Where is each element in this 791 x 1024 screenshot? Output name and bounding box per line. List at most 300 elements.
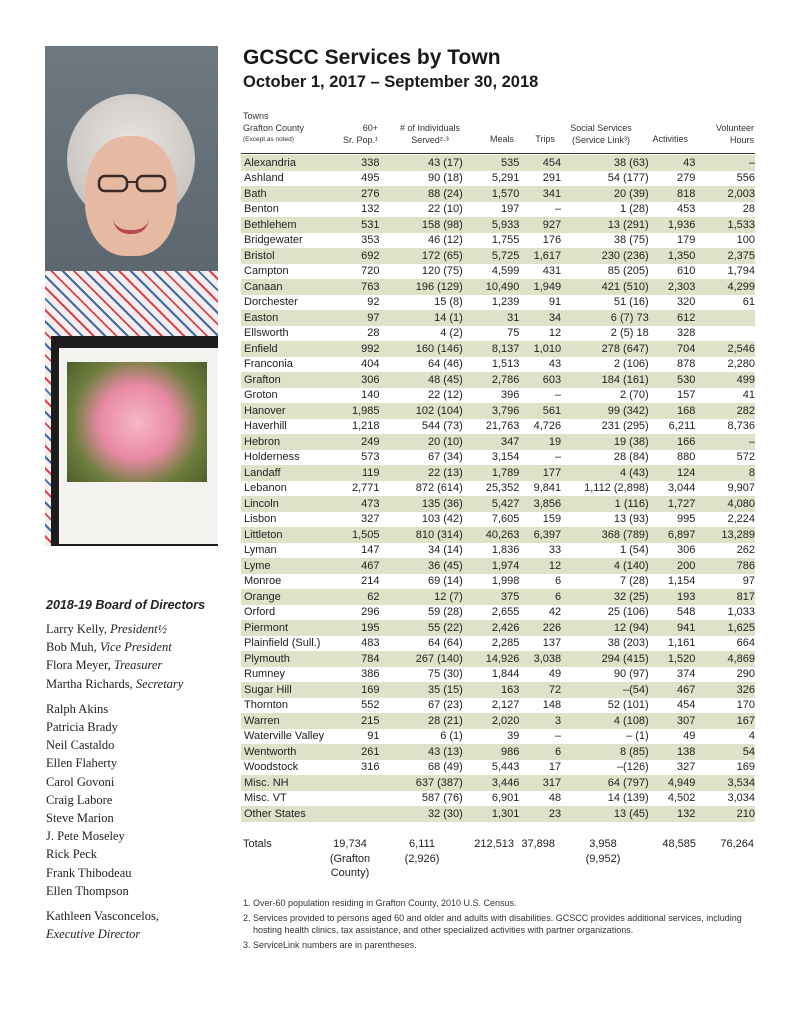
social-services: 6 (7) 73 — [561, 310, 649, 326]
sr-pop: 495 — [361, 172, 380, 185]
trips: 72 — [519, 682, 561, 698]
volunteer-hours: 786 — [695, 558, 755, 574]
meals: 4,599 — [491, 265, 520, 278]
trips: 927 — [519, 217, 561, 233]
trips: 603 — [519, 372, 561, 388]
board-member: J. Pete Moseley — [46, 829, 125, 844]
activities: 6,211 — [668, 420, 696, 433]
individuals-served: 20 (10) — [379, 434, 462, 450]
activities: 1,350 — [649, 248, 696, 264]
individuals-served: 22 (13) — [379, 465, 462, 481]
individuals-served: 64 (46) — [427, 358, 463, 371]
individuals-served: 103 (42) — [421, 513, 463, 526]
volunteer-hours: 282 — [695, 403, 755, 419]
sr-pop: 552 — [361, 699, 380, 712]
totals-social: 3,958 (9,952) — [585, 838, 621, 865]
board-member: Frank Thibodeau — [46, 865, 132, 880]
volunteer-hours: 2,546 — [695, 341, 755, 357]
sr-pop — [330, 775, 380, 791]
social-services: 52 (101) — [607, 699, 649, 712]
social-services: –(126) — [616, 761, 649, 774]
town-name: Lyman — [244, 544, 277, 557]
board-member: Neil Castaldo — [46, 738, 115, 753]
table-row — [241, 605, 755, 621]
sr-pop: 215 — [330, 713, 380, 729]
sr-pop: 2,771 — [351, 482, 380, 495]
social-services: 90 (97) — [613, 668, 649, 681]
social-services: 99 (342) — [561, 403, 649, 419]
table-row — [241, 295, 755, 311]
activities: 612 — [649, 310, 696, 326]
volunteer-hours: 499 — [695, 372, 755, 388]
sr-pop: 306 — [330, 372, 380, 388]
activities: 306 — [677, 544, 696, 557]
trips: 148 — [542, 699, 562, 712]
activities: 279 — [677, 172, 696, 185]
volunteer-hours: 8 — [695, 465, 755, 481]
town-name: Alexandria — [241, 155, 330, 171]
sr-pop: 386 — [361, 668, 380, 681]
volunteer-hours: 3,534 — [695, 775, 755, 791]
activities: 179 — [677, 234, 696, 247]
table-row — [241, 186, 755, 202]
totals-pop: 19,734 (Grafton County) — [329, 838, 371, 879]
town-name: Bridgewater — [244, 234, 303, 247]
social-services: 20 (39) — [561, 186, 649, 202]
sr-pop: 296 — [361, 606, 380, 619]
sr-pop: 473 — [330, 496, 380, 512]
board-officer — [46, 620, 183, 638]
trips: 42 — [548, 606, 562, 619]
board-member: Rick Peck — [46, 847, 98, 862]
totals-volunteer: 76,264 — [720, 838, 754, 850]
table-row — [241, 419, 755, 435]
trips: 6 — [519, 589, 561, 605]
meals: 1,998 — [491, 575, 520, 588]
sr-pop: 62 — [330, 589, 380, 605]
volunteer-hours: 4,869 — [695, 651, 755, 667]
table-row — [241, 481, 755, 497]
individuals-served: 267 (140) — [379, 651, 462, 667]
social-services: 14 (139) — [607, 792, 649, 805]
sr-pop: 1,505 — [330, 527, 380, 543]
town-name: Sugar Hill — [241, 682, 330, 698]
meals: 21,763 — [485, 420, 520, 433]
volunteer-hours: 572 — [736, 451, 755, 464]
header-volunteer: Volunteer Hours — [715, 123, 754, 145]
volunteer-hours: 61 — [742, 296, 755, 309]
table-row — [241, 543, 755, 559]
meals: 197 — [501, 203, 520, 216]
header-rule — [241, 153, 755, 154]
meals: 1,301 — [463, 806, 520, 822]
table-row — [241, 310, 755, 326]
sr-pop: 338 — [330, 155, 380, 171]
sr-pop: 720 — [361, 265, 380, 278]
social-services: 13 (45) — [561, 806, 649, 822]
meals: 2,127 — [491, 699, 520, 712]
individuals-served: 28 (21) — [379, 713, 462, 729]
social-services: –(54) — [561, 682, 649, 698]
town-name: Warren — [241, 713, 330, 729]
social-services: 368 (789) — [561, 527, 649, 543]
town-name: Littleton — [241, 527, 330, 543]
sr-pop: 195 — [330, 620, 380, 636]
individuals-served: 36 (45) — [379, 558, 462, 574]
social-services: 278 (647) — [561, 341, 649, 357]
sr-pop: 327 — [361, 513, 380, 526]
trips: 1,949 — [519, 279, 561, 295]
social-services: 13 (291) — [561, 217, 649, 233]
header-pop: 60+ Sr. Pop.¹ — [342, 123, 378, 145]
trips: 6,397 — [519, 527, 561, 543]
sr-pop: 784 — [330, 651, 380, 667]
sr-pop: 28 — [367, 327, 380, 340]
town-name: Woodstock — [244, 761, 299, 774]
trips: 33 — [548, 544, 562, 557]
table-row — [241, 791, 755, 807]
social-services: 38 (63) — [561, 155, 649, 171]
activities: 168 — [649, 403, 696, 419]
activities: 878 — [677, 358, 696, 371]
volunteer-hours: 1,794 — [727, 265, 755, 278]
trips: 48 — [548, 792, 562, 805]
individuals-served: 35 (15) — [379, 682, 462, 698]
town-name: Ellsworth — [244, 327, 289, 340]
meals: 40,263 — [463, 527, 520, 543]
activities: 374 — [677, 668, 696, 681]
town-name: Haverhill — [244, 420, 287, 433]
totals-trips: 37,898 — [521, 838, 555, 850]
table-row — [241, 372, 755, 388]
volunteer-hours: 4,299 — [695, 279, 755, 295]
individuals-served: 55 (22) — [379, 620, 462, 636]
officer-role: Treasurer — [113, 658, 163, 673]
officer-role: President½ — [110, 622, 167, 636]
trips: 1,010 — [519, 341, 561, 357]
activities: 704 — [649, 341, 696, 357]
activities: 1,161 — [667, 637, 696, 650]
town-name: Groton — [244, 389, 278, 402]
town-name: Bath — [241, 186, 330, 202]
activities: 320 — [677, 296, 696, 309]
table-row — [241, 202, 755, 218]
sr-pop: 573 — [361, 451, 380, 464]
meals: 75 — [507, 327, 520, 340]
social-services: 32 (25) — [561, 589, 649, 605]
table-row — [241, 744, 755, 760]
footnote-1: 1. Over-60 population residing in Grafton County, 2010 U.S. Census. — [243, 898, 517, 908]
social-services: 54 (177) — [607, 172, 649, 185]
activities: 610 — [677, 265, 696, 278]
meals: 5,933 — [463, 217, 520, 233]
officer-role: Vice President — [99, 640, 172, 655]
volunteer-hours: 1,033 — [727, 606, 755, 619]
meals: 1,755 — [491, 234, 520, 247]
meals: 1,844 — [491, 668, 520, 681]
town-name: Monroe — [244, 575, 282, 588]
table-row — [241, 713, 755, 729]
meals: 3,796 — [463, 403, 520, 419]
individuals-served: 59 (28) — [427, 606, 463, 619]
individuals-served: 14 (1) — [379, 310, 462, 326]
social-services: 38 (75) — [613, 234, 649, 247]
table-row — [241, 760, 755, 776]
table-row — [241, 698, 755, 714]
table-row — [241, 589, 755, 605]
social-services: 7 (28) — [619, 575, 649, 588]
activities: 157 — [677, 389, 696, 402]
board-member: Steve Marion — [46, 811, 114, 826]
trips: – — [555, 451, 562, 464]
board-member: Ellen Thompson — [46, 883, 129, 898]
volunteer-hours — [695, 310, 755, 326]
trips: 17 — [548, 761, 562, 774]
social-services: 25 (106) — [607, 606, 649, 619]
social-services: 1 (28) — [619, 203, 649, 216]
social-services: 231 (295) — [601, 420, 649, 433]
meals: 25,352 — [485, 482, 520, 495]
volunteer-hours: 3,034 — [727, 792, 755, 805]
sr-pop: 132 — [361, 203, 380, 216]
meals: 3,154 — [491, 451, 520, 464]
table-row — [241, 775, 755, 791]
town-name: Lebanon — [244, 482, 287, 495]
trips: 34 — [519, 310, 561, 326]
volunteer-hours: 290 — [736, 668, 755, 681]
meals: 396 — [501, 389, 520, 402]
social-services: 8 (85) — [561, 744, 649, 760]
individuals-served: 43 (17) — [379, 155, 462, 171]
header-activities: Activities — [652, 134, 688, 144]
volunteer-hours: 326 — [695, 682, 755, 698]
meals: 5,443 — [491, 761, 520, 774]
town-name: Bristol — [241, 248, 330, 264]
trips: 12 — [519, 558, 561, 574]
activities: 49 — [683, 730, 696, 743]
trips: 1,617 — [519, 248, 561, 264]
table-row — [241, 155, 755, 171]
town-name: Easton — [241, 310, 330, 326]
sr-pop: 763 — [330, 279, 380, 295]
trips: 137 — [542, 637, 562, 650]
trips: 317 — [519, 775, 561, 791]
volunteer-hours: 817 — [695, 589, 755, 605]
meals: 2,020 — [463, 713, 520, 729]
trips: 3 — [519, 713, 561, 729]
portrait-photo — [45, 46, 218, 546]
social-services: 4 (140) — [561, 558, 649, 574]
sr-pop — [330, 806, 380, 822]
activities: 327 — [677, 761, 696, 774]
meals: 2,655 — [491, 606, 520, 619]
trips: 43 — [548, 358, 562, 371]
trips: 291 — [542, 172, 562, 185]
activities: 1,727 — [649, 496, 696, 512]
individuals-served: 810 (314) — [379, 527, 462, 543]
board-list — [46, 620, 183, 943]
town-name: Plymouth — [241, 651, 330, 667]
board-member: Ellen Flaherty — [46, 756, 118, 771]
town-name: Misc. NH — [241, 775, 330, 791]
header-meals: Meals — [489, 134, 514, 144]
volunteer-hours: 167 — [695, 713, 755, 729]
individuals-served: 22 (12) — [427, 389, 463, 402]
sr-pop: 276 — [330, 186, 380, 202]
trips: 4,726 — [533, 420, 562, 433]
trips: 431 — [542, 265, 562, 278]
town-name: Dorchester — [244, 296, 298, 309]
meals: 347 — [463, 434, 520, 450]
director-name: Kathleen Vasconcelos, — [46, 909, 159, 924]
meals: 2,426 — [463, 620, 520, 636]
table-row — [241, 558, 755, 574]
individuals-served: 46 (12) — [427, 234, 463, 247]
individuals-served: 15 (8) — [434, 296, 463, 309]
volunteer-hours: 262 — [736, 544, 755, 557]
individuals-served: 872 (614) — [415, 482, 463, 495]
town-name: Other States — [241, 806, 330, 822]
totals-activities: 48,585 — [662, 838, 696, 850]
social-services: 85 (205) — [607, 265, 649, 278]
meals: 1,836 — [491, 544, 520, 557]
trips: 3,856 — [519, 496, 561, 512]
table-row — [241, 171, 755, 187]
town-name: Thornton — [244, 699, 289, 712]
trips: 454 — [519, 155, 561, 171]
meals: 1,513 — [491, 358, 520, 371]
volunteer-hours: 13,289 — [695, 527, 755, 543]
individuals-served: 68 (49) — [427, 761, 463, 774]
table-row — [241, 527, 755, 543]
sr-pop — [330, 791, 380, 807]
town-name: Hebron — [241, 434, 330, 450]
table-row — [241, 388, 755, 404]
sr-pop: 992 — [330, 341, 380, 357]
table-row — [241, 341, 755, 357]
individuals-served: 120 (75) — [421, 265, 463, 278]
activities: 467 — [649, 682, 696, 698]
meals: 3,446 — [463, 775, 520, 791]
town-name: Hanover — [241, 403, 330, 419]
activities: 328 — [677, 327, 696, 340]
table-row — [241, 403, 755, 419]
sr-pop: 692 — [330, 248, 380, 264]
director-role: Executive Director — [46, 927, 141, 942]
sr-pop: 147 — [361, 544, 380, 557]
meals: 14,926 — [463, 651, 520, 667]
activities: 880 — [677, 451, 696, 464]
individuals-served: 34 (14) — [427, 544, 463, 557]
officer-name: Larry Kelly, — [46, 622, 111, 636]
social-services: 230 (236) — [561, 248, 649, 264]
table-row — [241, 729, 755, 745]
individuals-served: 102 (104) — [379, 403, 462, 419]
table-row — [241, 264, 755, 280]
sr-pop: 97 — [330, 310, 380, 326]
volunteer-hours: – — [695, 155, 755, 171]
activities: 4,502 — [667, 792, 696, 805]
table-row — [241, 434, 755, 450]
volunteer-hours: 1,625 — [695, 620, 755, 636]
activities: 193 — [649, 589, 696, 605]
board-officer — [46, 675, 183, 693]
individuals-served: 160 (146) — [379, 341, 462, 357]
table-row — [241, 682, 755, 698]
trips: 3,038 — [519, 651, 561, 667]
trips: 49 — [548, 668, 562, 681]
town-name: Canaan — [241, 279, 330, 295]
individuals-served: 75 (30) — [427, 668, 463, 681]
meals: 5,427 — [463, 496, 520, 512]
social-services: 51 (16) — [613, 296, 649, 309]
sr-pop: 140 — [361, 389, 380, 402]
sr-pop: 531 — [330, 217, 380, 233]
table-row — [241, 233, 755, 249]
totals-label: Totals — [243, 838, 272, 850]
header-served: # of Individuals Served²·³ — [399, 123, 461, 145]
volunteer-hours: 100 — [736, 234, 755, 247]
town-name: Bethlehem — [241, 217, 330, 233]
footnotes — [243, 897, 763, 953]
officer-role: Secretary — [135, 676, 184, 691]
volunteer-hours: 28 — [742, 203, 755, 216]
social-services: 294 (415) — [561, 651, 649, 667]
meals: 2,786 — [463, 372, 520, 388]
board-title: 2018-19 Board of Directors — [46, 598, 206, 612]
activities: 307 — [649, 713, 696, 729]
officer-name: Bob Muh, — [46, 640, 100, 655]
sr-pop: 316 — [361, 761, 380, 774]
meals: 535 — [463, 155, 520, 171]
meals: 986 — [463, 744, 520, 760]
volunteer-hours — [695, 326, 755, 342]
social-services: 19 (38) — [561, 434, 649, 450]
table-row — [241, 450, 755, 466]
volunteer-hours: 664 — [736, 637, 755, 650]
social-services: 2 (70) — [619, 389, 649, 402]
sr-pop: 169 — [330, 682, 380, 698]
town-name: Waterville Valley — [244, 730, 325, 743]
social-services: 4 (108) — [561, 713, 649, 729]
sr-pop: 92 — [367, 296, 380, 309]
meals: 8,137 — [463, 341, 520, 357]
trips: 176 — [542, 234, 562, 247]
activities: 200 — [649, 558, 696, 574]
individuals-served: 544 (73) — [421, 420, 463, 433]
volunteer-hours: 54 — [695, 744, 755, 760]
table-row — [241, 651, 755, 667]
town-name: Wentworth — [241, 744, 330, 760]
table-row — [241, 574, 755, 590]
trips: – — [555, 203, 562, 216]
meals: 6,901 — [491, 792, 520, 805]
town-name: Misc. VT — [244, 792, 287, 805]
meals: 163 — [463, 682, 520, 698]
board-member: Carol Govoni — [46, 774, 115, 789]
social-services: 2 (106) — [613, 358, 649, 371]
town-name: Campton — [244, 265, 289, 278]
activities: 138 — [649, 744, 696, 760]
town-name: Plainfield (Sull.) — [244, 637, 321, 650]
individuals-served: 196 (129) — [379, 279, 462, 295]
activities: 4,949 — [649, 775, 696, 791]
trips: 6 — [555, 575, 562, 588]
social-services: 38 (203) — [607, 637, 649, 650]
header-towns: Towns Grafton County (Except as noted) — [243, 111, 305, 143]
trips: 23 — [519, 806, 561, 822]
individuals-served: 172 (65) — [379, 248, 462, 264]
